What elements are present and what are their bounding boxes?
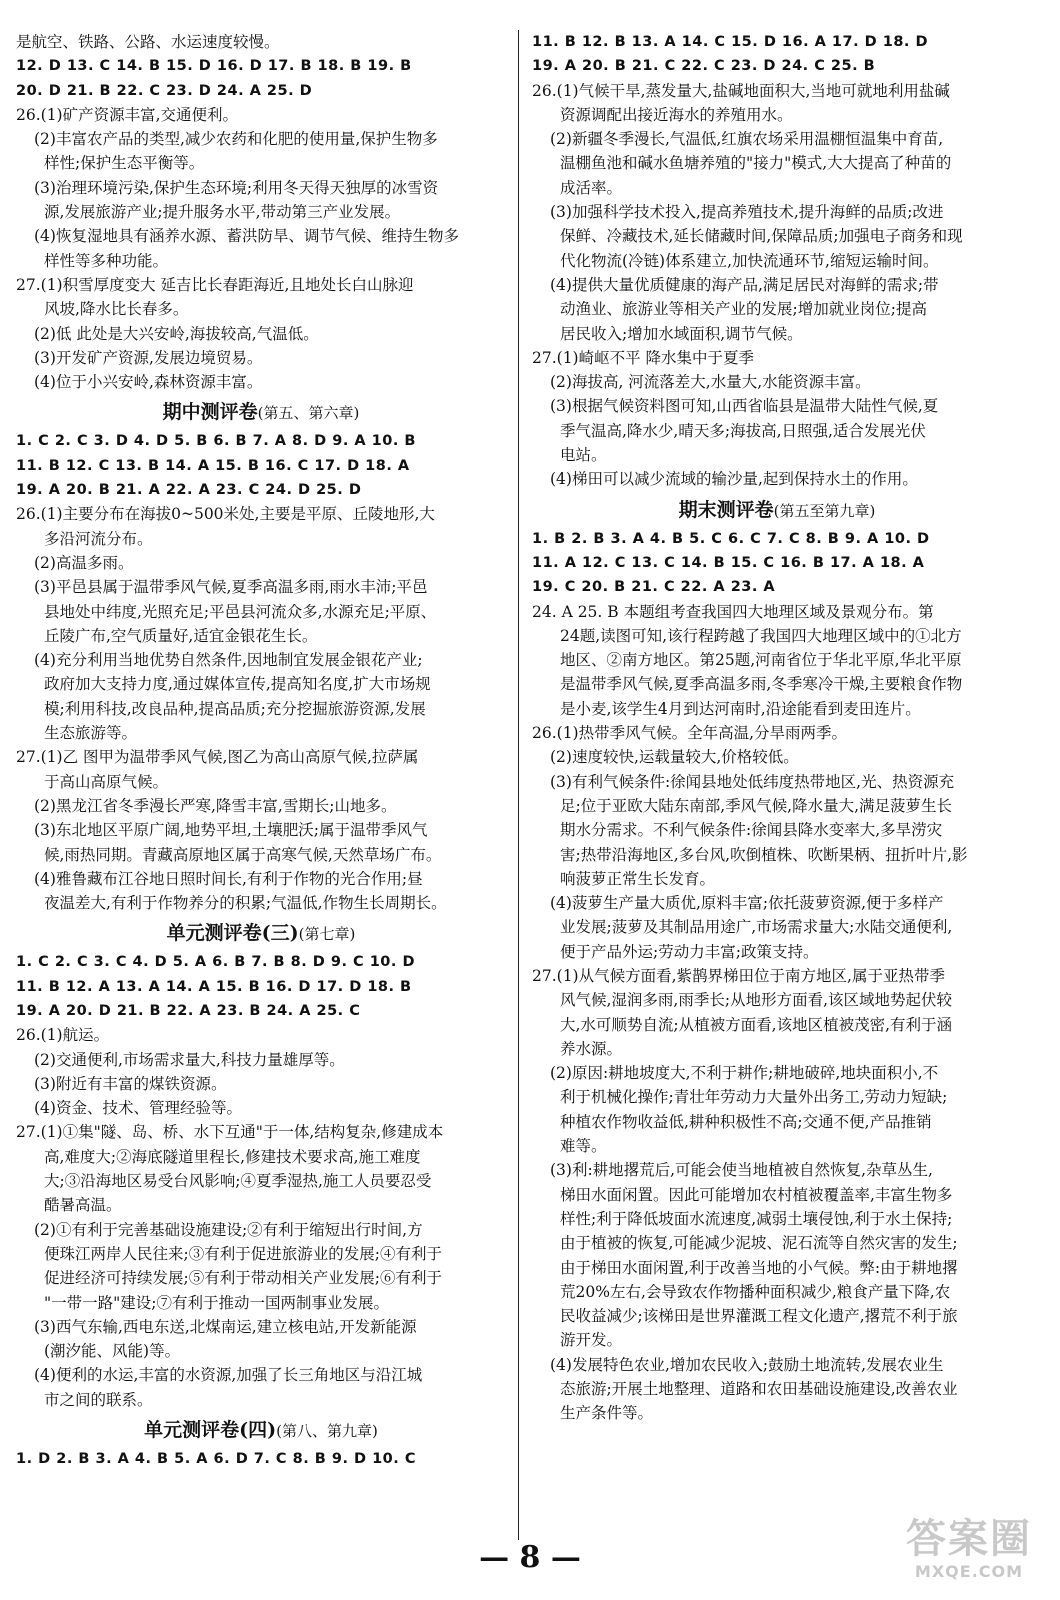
answer-text-line: 动渔业、旅游业等相关产业的发展;增加就业岗位;提高 <box>560 300 927 319</box>
answer-text-line: 地区、②南方地区。第25题,河南省位于华北平原,华北平原 <box>560 651 962 670</box>
answer-text-line: 夜温差大,有利于作物养分的积累;气温低,作物生长周期长。 <box>44 894 447 913</box>
answer-text-line: 温棚鱼池和碱水鱼塘养殖的"接力"模式,大大提高了种苗的 <box>560 154 952 173</box>
answer-text-line: (2)海拔高, 河流落差大,水量大,水能资源丰富。 <box>550 373 871 392</box>
answer-text-line: 酷暑高温。 <box>44 1196 122 1215</box>
answer-key-row: 12. D 13. C 14. B 15. D 16. D 17. B 18. B 19. B <box>16 58 412 75</box>
answer-text-line: 害;热带沿海地区,多台风,吹倒植株、吹断果柄、扭折叶片,影 <box>560 845 968 864</box>
section-heading <box>16 1416 506 1445</box>
answer-text-line: (3)平邑县属于温带季风气候,夏季高温多雨,雨水丰沛;平邑 <box>34 578 428 597</box>
page-number: — 8 — <box>479 1540 581 1575</box>
answer-text-line: 源,发展旅游产业;提升服务水平,带动第三产业发展。 <box>44 203 401 222</box>
answer-text-line: 大;③沿海地区易受台风影响;④夏季湿热,施工人员要忍受 <box>44 1172 432 1191</box>
answer-text-line: 样性等多种功能。 <box>44 251 169 270</box>
answer-text-line: 县地处中纬度,光照充足;平邑县河流众多,水源充足;平原、 <box>44 602 437 621</box>
answer-text-line: (4)提供大量优质健康的海产品,满足居民对海鲜的需求;带 <box>550 275 939 294</box>
answer-text-line: (3)东北地区平原广阔,地势平坦,土壤肥沃;属于温带季风气 <box>34 821 428 840</box>
answer-text-line: 候,雨热同期。青藏高原地区属于高寒气候,天然草场广布。 <box>44 845 442 864</box>
section-heading <box>16 919 506 948</box>
answer-text-line: 高,难度大;②海底隧道里程长,修建技术要求高,施工难度 <box>44 1147 421 1166</box>
answer-key-row: 1. C 2. C 3. D 4. D 5. B 6. B 7. A 8. D 9. A 10. B <box>16 433 416 450</box>
answer-text-line: 于高山高原气候。 <box>44 772 169 791</box>
answer-key-row: 20. D 21. B 22. C 23. D 24. A 25. D <box>16 82 313 99</box>
answer-text-line: 模;利用科技,改良品种,提高品质;充分挖掘旅游资源,发展 <box>44 699 426 718</box>
section-subtitle: (第七章) <box>298 925 356 944</box>
section-subtitle: (第八、第九章) <box>276 1422 378 1441</box>
answer-text-line: 27.(1)积雪厚度变大 延吉比长春距海近,且地处长白山脉迎 <box>16 275 414 294</box>
answer-text-line: 居民收入;增加水域面积,调节气候。 <box>560 324 803 343</box>
answer-text-line: (3)有利气候条件:徐闻县地处低纬度热带地区,光、热资源充 <box>550 772 955 791</box>
answer-key-row: 1. D 2. B 3. A 4. B 5. A 6. D 7. C 8. B 9. D 10. C <box>16 1451 416 1468</box>
watermark-text: 答案圈 <box>906 1516 1032 1562</box>
answer-text-line: 便于产品外运;劳动力丰富;政策支持。 <box>560 942 819 961</box>
answer-text-line: 由于梯田水面闲置,利于改善当地的小气候。弊:由于耕地撂 <box>560 1258 958 1277</box>
answer-key-row: 11. A 12. C 13. C 14. B 15. C 16. B 17. A 18. A <box>532 554 925 571</box>
answer-text-line: 成活率。 <box>560 178 623 197</box>
answer-text-line: 样性;利于降低坡面水流速度,减弱土壤侵蚀,利于水土保持; <box>560 1209 953 1228</box>
answer-text-line: (4)雅鲁藏布江谷地日照时间长,有利于作物的光合作用;昼 <box>34 869 423 888</box>
section-title: 单元测评卷(三) <box>166 922 299 945</box>
answer-text-line: 是温带季风气候,夏季高温多雨,冬季寒冷干燥,主要粮食作物 <box>560 675 963 694</box>
answer-text-line: 期水分需求。不利气候条件:徐闻县降水变率大,多旱涝灾 <box>560 821 943 840</box>
answer-text-line: 样性;保护生态平衡等。 <box>44 154 205 173</box>
answer-text-line: 便珠江两岸人民往来;③有利于促进旅游业的发展;④有利于 <box>44 1244 442 1263</box>
answer-text-line: 业发展;菠萝及其制品用途广,市场需求量大;水陆交通便利, <box>560 918 953 937</box>
answer-text-line: 代化物流(冷链)体系建立,加快流通环节,缩短运输时间。 <box>560 251 939 270</box>
answer-text-line: (4)梯田可以减少流域的输沙量,起到保持水土的作用。 <box>550 470 918 489</box>
answer-text-line: 是小麦,该学生4月到达河南时,沿途能看到麦田连片。 <box>560 699 921 718</box>
answer-text-line: 26.(1)主要分布在海拔0~500米处,主要是平原、丘陵地形,大 <box>16 505 435 524</box>
answer-key-row: 19. C 20. B 21. C 22. A 23. A <box>532 579 776 596</box>
answer-text-line: (2)黑龙江省冬季漫长严寒,降雪丰富,雪期长;山地多。 <box>34 796 397 815</box>
left-column <box>16 30 506 1471</box>
answer-text-line: (4)位于小兴安岭,森林资源丰富。 <box>34 373 263 392</box>
answer-text-line: (潮汐能、风能)等。 <box>44 1342 181 1361</box>
answer-text-line: 27.(1)崎岖不平 降水集中于夏季 <box>532 348 755 367</box>
watermark-url: MXQE.COM <box>914 1562 1024 1581</box>
answer-text-line: (2)①有利于完善基础设施建设;②有利于缩短出行时间,方 <box>34 1220 423 1239</box>
answer-key-row: 1. C 2. C 3. C 4. D 5. A 6. B 7. B 8. D 9. C 10. D <box>16 954 415 971</box>
answer-text-line: (2)高温多雨。 <box>34 553 134 572</box>
answer-text-line: 风气候,湿润多雨,雨季长;从地形方面看,该区域地势起伏较 <box>560 991 953 1010</box>
answer-text-line: "一带一路"建设;⑦有利于推动一国两制事业发展。 <box>44 1293 389 1312</box>
answer-text-line: 24. A 25. B 本题组考查我国四大地理区域及景观分布。第 <box>532 602 934 621</box>
answer-key-row: 11. B 12. C 13. B 14. A 15. B 16. C 17. D 18. A <box>16 457 410 474</box>
answer-text-line: (2)低 此处是大兴安岭,海拔较高,气温低。 <box>34 324 319 343</box>
answer-text-line: 态旅游;开展土地整理、道路和农田基础设施建设,改善农业 <box>560 1380 958 1399</box>
answer-text-line: (3)治理环境污染,保护生态环境;利用冬天得天独厚的冰雪资 <box>34 178 439 197</box>
answer-text-line: 养水源。 <box>560 1039 623 1058</box>
answer-text-line: 26.(1)气候干旱,蒸发量大,盐碱地面积大,当地可就地利用盐碱 <box>532 81 950 100</box>
answer-text-line: (3)附近有丰富的煤铁资源。 <box>34 1074 227 1093</box>
column-divider <box>518 30 519 1540</box>
section-title: 期中测评卷 <box>162 401 258 424</box>
answer-text-line: 26.(1)热带季风气候。全年高温,分旱雨两季。 <box>532 724 848 743</box>
answer-text-line: 季气温高,降水少,晴天多;海拔高,日照强,适合发展光伏 <box>560 421 926 440</box>
section-subtitle: (第五、第六章) <box>257 404 360 423</box>
answer-text-line: (2)原因:耕地坡度大,不利于耕作;耕地破碎,地块面积小,不 <box>550 1064 939 1083</box>
answer-text-line: 26.(1)矿产资源丰富,交通便利。 <box>16 105 239 124</box>
answer-text-line: 梯田水面闲置。因此可能增加农村植被覆盖率,丰富生物多 <box>560 1185 953 1204</box>
answer-text-line: (2)新疆冬季漫长,气温低,红旗农场采用温棚恒温集中育苗, <box>550 130 944 149</box>
answer-text-line: 资源调配出接近海水的养殖用水。 <box>560 105 793 124</box>
answer-text-line: 风坡,降水比长春多。 <box>44 300 189 319</box>
section-title: 单元测评卷(四) <box>144 1419 277 1442</box>
answer-key-row: 19. A 20. B 21. C 22. C 23. D 24. C 25. B <box>532 58 876 75</box>
answer-key-row: 11. B 12. A 13. A 14. A 15. B 16. D 17. D 18. B <box>16 978 412 995</box>
answer-text-line: (4)恢复湿地具有涵养水源、蓄洪防旱、调节气候、维持生物多 <box>34 227 459 246</box>
watermark-logo <box>904 1516 1034 1586</box>
answer-text-line: (3)利:耕地撂荒后,可能会使当地植被自然恢复,杂草丛生, <box>550 1161 933 1180</box>
answer-key-row: 19. A 20. B 21. A 22. A 23. C 24. D 25. D <box>16 482 362 499</box>
answer-text-line: 多沿河流分布。 <box>44 529 153 548</box>
answer-text-line: 电站。 <box>560 446 607 465</box>
section-heading <box>532 496 1022 525</box>
answer-text-line: 24题,读图可知,该行程跨越了我国四大地理区域中的①北方 <box>560 626 962 645</box>
answer-text-line: 种植农作物收益低,耕种积极性不高;交通不便,产品推销 <box>560 1112 932 1131</box>
answer-text-line: (4)菠萝生产量大质优,原料丰富;依托菠萝资源,便于多样产 <box>550 894 944 913</box>
answer-text-line: 27.(1)乙 图甲为温带季风气候,图乙为高山高原气候,拉萨属 <box>16 748 419 767</box>
answer-text-line: 27.(1)从气候方面看,紫鹊界梯田位于南方地区,属于亚热带季 <box>532 966 945 985</box>
section-heading <box>16 398 506 427</box>
answer-text-line: 政府加大支持力度,通过媒体宣传,提高知名度,扩大市场规 <box>44 675 431 694</box>
answer-text-line: 大,水可顺势自流;从植被方面看,该地区植被茂密,有利于涵 <box>560 1015 953 1034</box>
answer-text-line: (3)加强科学技术投入,提高养殖技术,提升海鲜的品质;改进 <box>550 203 944 222</box>
answer-text-line: (3)西气东输,西电东送,北煤南运,建立核电站,开发新能源 <box>34 1317 417 1336</box>
answer-text-line: (3)根据气候资料图可知,山西省临县是温带大陆性气候,夏 <box>550 397 939 416</box>
answer-text-line: 生产条件等。 <box>560 1404 654 1423</box>
answer-text-line: (4)便利的水运,丰富的水资源,加强了长三角地区与沿江城 <box>34 1366 423 1385</box>
answer-text-line: 27.(1)①集"隧、岛、桥、水下互通"于一体,结构复杂,修建成本 <box>16 1123 444 1142</box>
answer-text-line: (4)充分利用当地优势自然条件,因地制宜发展金银花产业; <box>34 651 423 670</box>
answer-key-row: 11. B 12. B 13. A 14. C 15. D 16. A 17. D 18. D <box>532 34 929 50</box>
answer-key-row: 19. A 20. D 21. B 22. A 23. B 24. A 25. C <box>16 1002 361 1019</box>
answer-text-line: 生态旅游等。 <box>44 724 138 743</box>
answer-text-line: 是航空、铁路、公路、水运速度较慢。 <box>16 33 280 51</box>
answer-text-line: 促进经济可持续发展;⑤有利于带动相关产业发展;⑥有利于 <box>44 1269 442 1288</box>
answer-text-line: 足;位于亚欧大陆东南部,季风气候,降水量大,满足菠萝生长 <box>560 796 953 815</box>
answer-text-line: 利于机械化操作;青壮年劳动力大量外出务工,劳动力短缺; <box>560 1088 948 1107</box>
answer-text-line: 保鲜、冷藏技术,延长储藏时间,保障品质;加强电子商务和现 <box>560 227 963 246</box>
answer-text-line: 响菠萝正常生长发育。 <box>560 869 716 888</box>
answer-text-line: 游开发。 <box>560 1331 623 1350</box>
answer-text-line: 难等。 <box>560 1137 607 1156</box>
section-subtitle: (第五至第九章) <box>773 501 876 520</box>
answer-text-line: 26.(1)航运。 <box>16 1026 110 1045</box>
answer-text-line: 丘陵广布,空气质量好,适宜金银花生长。 <box>44 626 318 645</box>
answer-text-line: 荒20%左右,会导致农作物播种面积减少,粮食产量下降,农 <box>560 1282 951 1301</box>
right-column <box>532 30 1022 1426</box>
answer-key-row: 1. B 2. B 3. A 4. B 5. C 6. C 7. C 8. B 9. A 10. D <box>532 530 930 547</box>
answer-text-line: (4)发展特色农业,增加农民收入;鼓励土地流转,发展农业生 <box>550 1355 944 1374</box>
answer-text-line: (4)资金、技术、管理经验等。 <box>34 1099 242 1118</box>
answer-text-line: 市之间的联系。 <box>44 1390 153 1409</box>
answer-text-line: (2)交通便利,市场需求量大,科技力量雄厚等。 <box>34 1050 345 1069</box>
answer-text-line: 由于植被的恢复,可能减少泥坡、泥石流等自然灾害的发生; <box>560 1234 958 1253</box>
answer-text-line: 民收益减少;该梯田是世界灌溉工程文化遗产,撂荒不利于旅 <box>560 1307 958 1326</box>
answer-text-line: (2)丰富农产品的类型,减少农药和化肥的使用量,保护生物多 <box>34 130 438 149</box>
answer-text-line: (3)开发矿产资源,发展边境贸易。 <box>34 348 263 367</box>
section-title: 期末测评卷 <box>678 498 774 521</box>
answer-text-line: (2)速度较快,运载量较大,价格较低。 <box>550 748 799 767</box>
